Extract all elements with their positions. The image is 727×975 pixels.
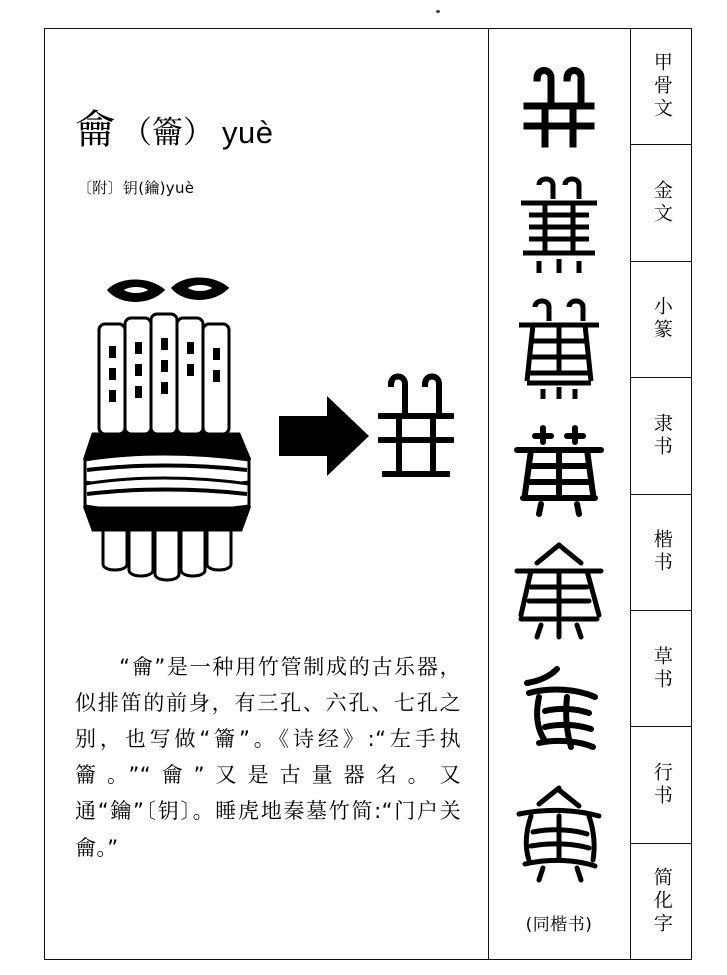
script-label-caoshu — [630, 611, 692, 727]
headword-row — [75, 107, 273, 152]
script-label-jinwen — [630, 145, 692, 261]
same-as-kaishu-note: (同楷书) — [525, 915, 593, 935]
definition-paragraph: “龠”是一种用竹管制成的古乐器，似排笛的前身，有三孔、六孔、七孔之别，也写做“籥”。《诗经》:“左手执籥。”“龠”又是古量器名。又通“鑰”〔钥〕。睡虎地秦墓竹简:“门户关龠。” — [75, 655, 461, 860]
entry-card — [44, 28, 692, 960]
script-label-lishu-text: 隶书 — [650, 412, 673, 459]
script-label-list — [630, 29, 692, 959]
jiaguwen-glyph — [488, 45, 630, 166]
jinwen-glyph — [488, 166, 630, 287]
glyph-stack — [488, 45, 630, 895]
kaishu-glyph — [488, 531, 630, 652]
xiaozhuan-glyph — [488, 288, 630, 409]
caoshu-glyph — [488, 652, 630, 773]
script-label-jianhuazi-text: 简化字 — [650, 866, 673, 936]
script-label-kaishu — [630, 495, 692, 611]
entry-main-column — [45, 29, 488, 959]
headword-subnote: 〔附〕钥(鑰)yuè — [77, 179, 195, 197]
xingshu-glyph — [488, 774, 630, 895]
script-label-jinwen-text: 金文 — [650, 180, 673, 227]
ancient-pan-flute-drawing — [73, 234, 473, 604]
script-label-jiaguwen — [630, 29, 692, 145]
script-label-xiaozhuan — [630, 262, 692, 378]
script-label-xingshu — [630, 727, 692, 843]
oracle-bone-form — [381, 377, 451, 475]
scan-speck — [436, 10, 440, 13]
headword-character: 龠 — [75, 107, 115, 153]
headword-pinyin: yuè — [222, 115, 274, 150]
script-label-lishu — [630, 378, 692, 494]
script-label-column — [630, 29, 692, 959]
headword-variant: （籥） — [121, 115, 214, 151]
lishu-glyph — [488, 409, 630, 530]
script-evolution-column — [488, 29, 630, 959]
script-label-xiaozhuan-text: 小篆 — [650, 296, 673, 343]
script-label-jianhuazi — [630, 844, 692, 959]
rightwards-arrow — [279, 396, 369, 476]
script-label-xingshu-text: 行书 — [650, 761, 673, 808]
script-label-jiaguwen-text: 甲骨文 — [650, 52, 673, 122]
illustration-group — [73, 234, 473, 604]
script-label-caoshu-text: 草书 — [650, 645, 673, 692]
script-label-kaishu-text: 楷书 — [650, 529, 673, 576]
